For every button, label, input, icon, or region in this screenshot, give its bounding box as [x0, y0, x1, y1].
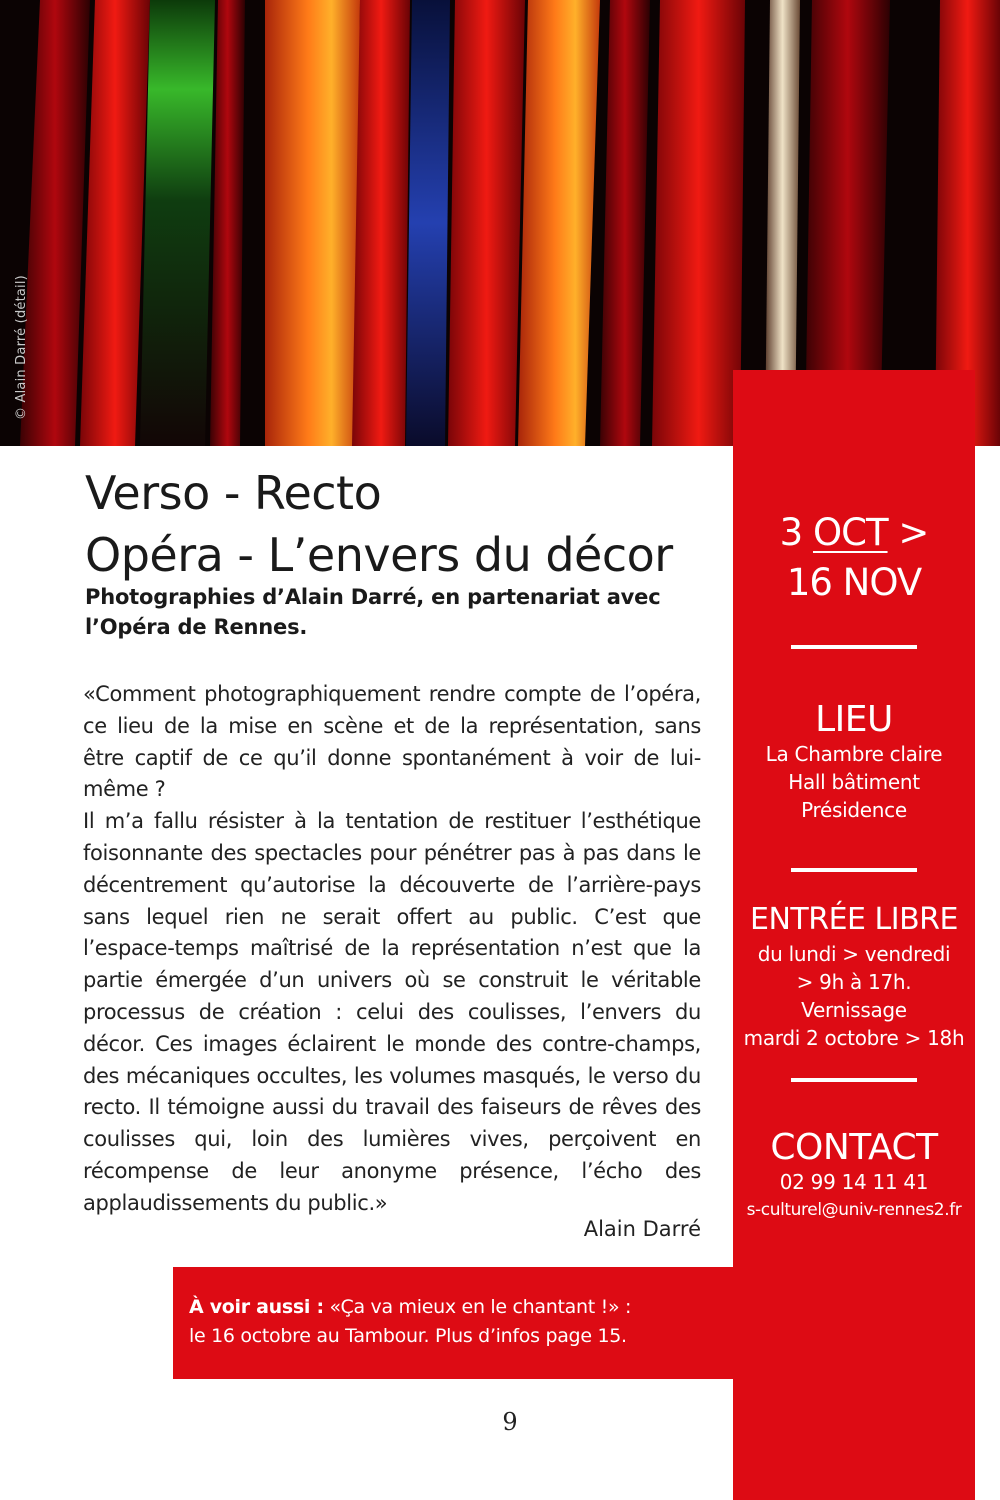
- entree-section: [733, 900, 975, 1052]
- photo-credit: © Alain Darré (détail): [14, 275, 29, 420]
- article-quote: [83, 679, 701, 1220]
- contact-phone[interactable]: 02 99 14 11 41: [779, 1170, 929, 1194]
- see-also-detail: le 16 octobre au Tambour. Plus d’infos page 15.: [189, 1325, 627, 1347]
- info-column: [733, 370, 975, 1500]
- entree-line: > 9h à 17h.: [796, 970, 912, 994]
- date-start-day: 3: [779, 511, 803, 554]
- lieu-section: [733, 700, 975, 824]
- see-also-title: «Ça va mieux en le chantant !» :: [323, 1296, 632, 1318]
- entree-line: Vernissage: [801, 998, 907, 1022]
- lieu-line: La Chambre claire: [765, 742, 943, 766]
- entree-title: ENTRÉE LIBRE: [750, 902, 958, 937]
- see-also-label: À voir aussi :: [189, 1296, 324, 1318]
- separator: [791, 645, 917, 649]
- lieu-title: LIEU: [815, 699, 893, 740]
- quote-paragraph: Il m’a fallu résister à la tentation de restituer l’esthétique foisonnante des spectacles pour pénétrer pas à pas dans le décentrement qu’autorise la découverte de l’arrière-pays sans lequel rien ne serait offert au public. C’est que l’espace-temps maîtrisé de la représentation n’est que la partie émergée d’un univers où se construit le véritable processus de création : celui des coulisses, l’envers du décor. Ces images éclairent le monde des contre-champs, des mécaniques occultes, les volumes masqués, le verso du recto. Il témoigne aussi du travail des faiseurs de rêves des coulisses qui, loin des lumières vives, perçoivent en récompense de leur anonyme présence, l’écho des applaudissements du public.»: [83, 809, 701, 1215]
- lieu-line: Présidence: [801, 798, 907, 822]
- page-number: 9: [502, 1408, 518, 1436]
- see-also-box: [173, 1267, 733, 1379]
- article-subtitle: Photographies d’Alain Darré, en partenariat avec l’Opéra de Rennes.: [85, 585, 661, 639]
- quote-paragraph: «Comment photographiquement rendre compte de l’opéra, ce lieu de la mise en scène et de la représentation, sans être captif de ce qu’il donne spontanément à voir de lui-même ?: [83, 682, 701, 802]
- date-start-month: OCT: [812, 511, 888, 554]
- article-title: [85, 462, 673, 586]
- contact-title: CONTACT: [770, 1127, 938, 1168]
- title-line-1: Verso - Recto: [85, 466, 382, 520]
- event-dates: [733, 508, 975, 608]
- contact-email[interactable]: s-culturel@univ-rennes2.fr: [746, 1200, 962, 1220]
- entree-line: mardi 2 octobre > 18h: [743, 1026, 965, 1050]
- lieu-line: Hall bâtiment: [788, 770, 920, 794]
- title-line-2: Opéra - L’envers du décor: [85, 528, 673, 582]
- contact-section: [733, 1128, 975, 1224]
- see-also-text: [189, 1293, 719, 1351]
- quote-author: Alain Darré: [583, 1217, 701, 1241]
- entree-line: du lundi > vendredi: [757, 942, 951, 966]
- date-end: 16 NOV: [786, 561, 922, 604]
- date-arrow: >: [898, 511, 929, 554]
- separator: [791, 1078, 917, 1082]
- separator: [791, 868, 917, 872]
